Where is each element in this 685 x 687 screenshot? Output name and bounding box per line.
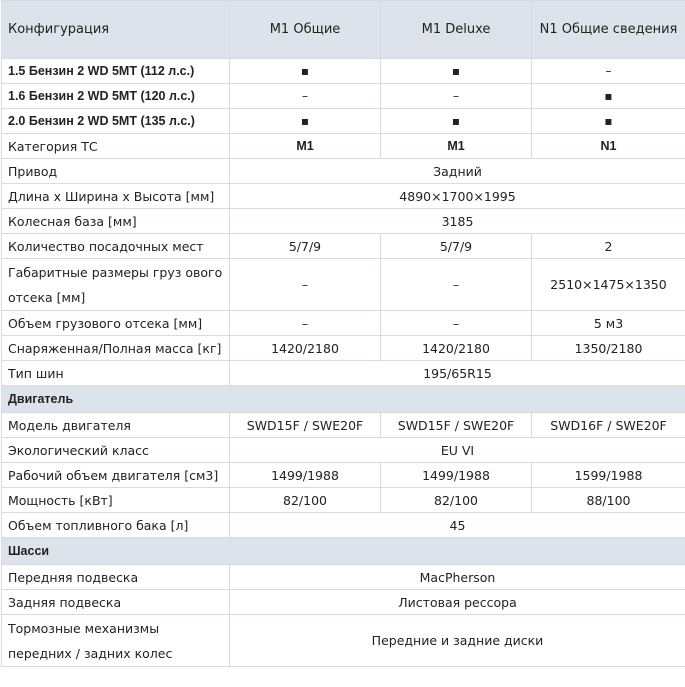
cell-value: 1350/2180 xyxy=(532,336,685,361)
table-row-cargo-dims xyxy=(2,259,685,311)
cell-value: 5/7/9 xyxy=(381,234,532,259)
row-label xyxy=(2,259,230,311)
table-row-wheelbase xyxy=(2,209,685,234)
table-row-engine-2 xyxy=(2,84,685,109)
cell-value: 5/7/9 xyxy=(230,234,381,259)
cell-value: 1499/1988 xyxy=(381,463,532,488)
availability-mark: ▪ xyxy=(381,59,532,84)
table-row-mass xyxy=(2,336,685,361)
cell-value: 2 xyxy=(532,234,685,259)
header-config: Конфигурация xyxy=(2,1,230,59)
header-m1-general: M1 Общие xyxy=(230,1,381,59)
row-label: Снаряженная/Полная масса [кг] xyxy=(2,336,230,361)
cell-value: Листовая рессора xyxy=(230,590,685,615)
row-label: Объем грузового отсека [мм] xyxy=(2,311,230,336)
table-row-dimensions xyxy=(2,184,685,209)
section-header-chassis xyxy=(2,538,685,565)
cell-value: N1 xyxy=(532,134,685,159)
engine-label: 2.0 Бензин 2 WD 5MT (135 л.с.) xyxy=(2,109,230,134)
availability-mark: ▪ xyxy=(230,59,381,84)
table-row-power xyxy=(2,488,685,513)
row-label: Передняя подвеска xyxy=(2,565,230,590)
row-label: Длина x Ширина x Высота [мм] xyxy=(2,184,230,209)
engine-label: 1.5 Бензин 2 WD 5MT (112 л.с.) xyxy=(2,59,230,84)
row-label-line: Тормозные механизмы xyxy=(8,620,160,636)
row-label: Задняя подвеска xyxy=(2,590,230,615)
table-row-cargo-volume xyxy=(2,311,685,336)
cell-value: 1420/2180 xyxy=(230,336,381,361)
availability-mark: – xyxy=(532,59,685,84)
cell-value: Задний xyxy=(230,159,685,184)
cell-value: MacPherson xyxy=(230,565,685,590)
table-header-row xyxy=(2,1,685,59)
cell-value: 5 м3 xyxy=(532,311,685,336)
availability-mark: ▪ xyxy=(381,109,532,134)
cell-value: 1499/1988 xyxy=(230,463,381,488)
cell-value: SWD15F / SWE20F xyxy=(230,413,381,438)
table-row-seats xyxy=(2,234,685,259)
row-label: Привод xyxy=(2,159,230,184)
row-label: Тип шин xyxy=(2,361,230,386)
cell-value: 3185 xyxy=(230,209,685,234)
row-label: Колесная база [мм] xyxy=(2,209,230,234)
cell-value: 1420/2180 xyxy=(381,336,532,361)
cell-value: 82/100 xyxy=(381,488,532,513)
table-row-engine-model xyxy=(2,413,685,438)
row-label: Мощность [кВт] xyxy=(2,488,230,513)
cell-value: – xyxy=(381,259,532,311)
section-title: Шасси xyxy=(2,538,685,565)
row-label: Рабочий объем двигателя [см3] xyxy=(2,463,230,488)
table-row-front-suspension xyxy=(2,565,685,590)
cell-value: EU VI xyxy=(230,438,685,463)
table-row-engine-1 xyxy=(2,59,685,84)
row-label: Модель двигателя xyxy=(2,413,230,438)
cell-value: 1599/1988 xyxy=(532,463,685,488)
table-row-rear-suspension xyxy=(2,590,685,615)
row-label xyxy=(2,615,230,667)
engine-label: 1.6 Бензин 2 WD 5MT (120 л.с.) xyxy=(2,84,230,109)
cell-value: 88/100 xyxy=(532,488,685,513)
availability-mark: ▪ xyxy=(230,109,381,134)
row-label: Количество посадочных мест xyxy=(2,234,230,259)
table-row-brakes xyxy=(2,615,685,667)
table-row-drive xyxy=(2,159,685,184)
row-label: Объем топливного бака [л] xyxy=(2,513,230,538)
header-m1-deluxe: M1 Deluxe xyxy=(381,1,532,59)
availability-mark: – xyxy=(381,84,532,109)
section-header-engine xyxy=(2,386,685,413)
table-row-tires xyxy=(2,361,685,386)
table-row-tank xyxy=(2,513,685,538)
cell-value: SWD16F / SWE20F xyxy=(532,413,685,438)
header-n1-general: N1 Общие сведения xyxy=(532,1,685,59)
table-row-eco-class xyxy=(2,438,685,463)
row-label-line: передних / задних колес xyxy=(8,645,173,661)
cell-value: 2510×1475×1350 xyxy=(532,259,685,311)
cell-value: Передние и задние диски xyxy=(230,615,685,667)
cell-value: 195/65R15 xyxy=(230,361,685,386)
spec-table xyxy=(1,0,685,667)
table-row-category xyxy=(2,134,685,159)
row-label: Категория ТС xyxy=(2,134,230,159)
cell-value: – xyxy=(230,311,381,336)
cell-value: – xyxy=(230,259,381,311)
availability-mark: ▪ xyxy=(532,84,685,109)
cell-value: M1 xyxy=(381,134,532,159)
table-row-engine-3 xyxy=(2,109,685,134)
cell-value: – xyxy=(381,311,532,336)
section-title: Двигатель xyxy=(2,386,685,413)
availability-mark: ▪ xyxy=(532,109,685,134)
cell-value: 45 xyxy=(230,513,685,538)
table-row-displacement xyxy=(2,463,685,488)
row-label-line: отсека [мм] xyxy=(8,289,86,305)
cell-value: SWD15F / SWE20F xyxy=(381,413,532,438)
availability-mark: – xyxy=(230,84,381,109)
cell-value: 4890×1700×1995 xyxy=(230,184,685,209)
row-label-line: Габаритные размеры груз ового xyxy=(8,264,223,280)
cell-value: M1 xyxy=(230,134,381,159)
row-label: Экологический класс xyxy=(2,438,230,463)
cell-value: 82/100 xyxy=(230,488,381,513)
